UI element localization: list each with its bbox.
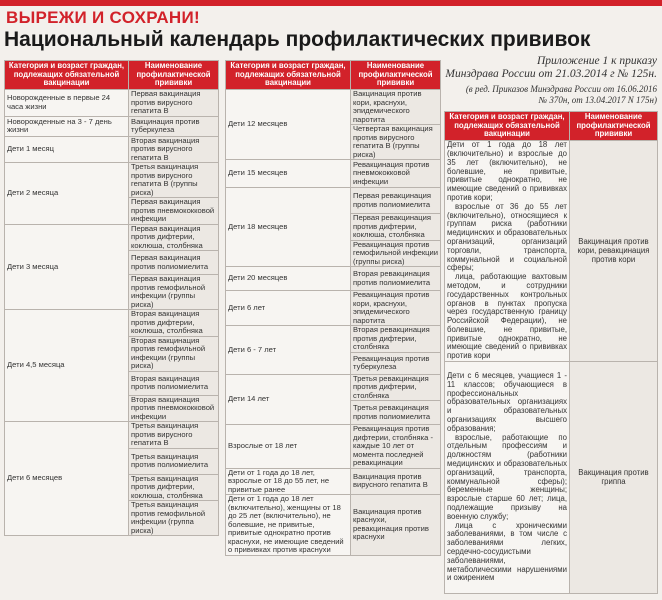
column-header-vaccination: Наименование профилактической прививки [570,112,658,141]
eligible-group-paragraph: лица, работающие вахтовым методом, и сотрудники государственных контрольных органов в пунктах пропуска через государственную границу Российской Федерации), не болевшие, не привитые, привитые однократно, не имеющие сведений о прививках против кори [447,272,567,361]
vaccination-cell: Вторая вакцинация против полиомиелита [129,371,219,395]
vaccination-cell: Четвертая вакцинация против вирусного гепатита В (группы риска) [351,125,441,160]
vaccination-cell: Вакцинация против краснухи, ревакцинация против краснухи [351,495,441,556]
age-category-cell: Дети 6 - 7 лет [226,326,351,375]
vaccination-cell: Вакцинация против кори, ревакцинация против кори [570,141,658,362]
vaccination-cell: Вакцинация против гриппа [570,362,658,594]
table-row [445,141,658,362]
vaccination-cell: Ревакцинация против гемофильной инфекции (группы риска) [351,240,441,267]
vaccination-cell: Вторая вакцинация против пневмококковой инфекции [129,395,219,422]
vaccination-cell: Вторая вакцинация против гемофильной инфекции (группы риска) [129,336,219,371]
table-row [5,90,219,117]
vaccination-cell: Третья вакцинация против полиомиелита [129,448,219,474]
appendix-line-1: Приложение 1 к приказу [537,55,657,67]
table-header-row [226,61,441,90]
cut-and-save-kicker: ВЫРЕЖИ И СОХРАНИ! [6,8,200,27]
table-row [445,362,658,594]
table-row [226,160,441,188]
page-title: Национальный календарь профилактических прививок [4,28,591,51]
vaccination-cell: Ревакцинация против туберкулеза [351,352,441,374]
vaccination-cell: Третья вакцинация против вирусного гепатита В [129,422,219,449]
table-row [5,422,219,449]
table-row [226,326,441,353]
vaccination-cell: Третья вакцинация против дифтерии, коклюша, столбняка [129,474,219,501]
appendix-line-2: Минздрава России от 21.03.2014 г № 125н. [445,68,657,81]
vaccination-cell: Ревакцинация против кори, краснухи, эпидемического паротита [351,291,441,326]
age-category-cell: Дети 4,5 месяца [5,310,129,422]
eligible-group-paragraph: взрослые от 36 до 55 лет (включительно), относящиеся к группам риска (работники медицинских и образовательных организаций, организаций торговли, транспорта, коммунальной и социальной сферы; [447,201,567,273]
age-category-cell: Дети от 1 года до 18 лет (включительно), женщины от 18 до 25 лет (включительно), не болевшие, не привитые, привитые однократно против краснухи, не имеющие сведений о прививках против краснухи [226,495,351,556]
vaccination-cell: Первая вакцинация против пневмококковой инфекции [129,198,219,225]
age-category-cell: Новорожденные в первые 24 часа жизни [5,90,129,117]
eligible-group-paragraph: Дети от 1 года до 18 лет (включительно) и взрослые до 35 лет (включительно), не болевшие, не привитые, привитые однократно, не имеющие сведений о прививках против кори; [447,140,567,202]
age-category-cell: Дети 3 месяца [5,224,129,310]
vaccination-table-infants [4,60,219,536]
vaccination-cell: Вакцинация против туберкулеза [129,116,219,136]
appendix-line-4: № 370н, от 13.04.2017 N 175н) [538,94,657,105]
vaccination-table-special-groups [444,111,658,594]
table-row [226,267,441,291]
age-category-cell: Дети 18 месяцев [226,188,351,267]
table-row [226,188,441,214]
vaccination-cell: Ревакцинация против пневмококковой инфекции [351,160,441,188]
table-row [226,495,441,556]
table-row [226,90,441,125]
table-row [226,468,441,495]
eligible-group-paragraph: взрослые, работающие по отдельным профессиям и должностям (работники медицинских и образовательных организаций, транспорта, коммунальной сферы); беременные женщины; взрослые старше 60 лет; лица, подлежащие призыву на военную службу; [447,432,567,521]
eligible-group-paragraph: лица с хроническими заболеваниями, в том числе с заболеваниями легких, сердечно-сосудистыми заболеваниями, метаболическими нарушениями и ожирением [447,520,567,583]
table-row [226,291,441,326]
vaccination-cell: Первая ревакцинация против дифтерии, коклюша, столбняка [351,214,441,241]
appendix-note [440,55,657,105]
eligible-group-paragraph: Дети с 6 месяцев, учащиеся 1 - 11 классов; обучающиеся в профессиональных образовательных организациях и образовательных организациях высшего образования; [447,371,567,433]
age-category-cell: Новорожденные на 3 - 7 день жизни [5,116,129,136]
table-row [5,136,219,163]
age-category-cell: Дети 12 месяцев [226,90,351,160]
vaccination-cell: Вторая ревакцинация против дифтерии, столбняка [351,326,441,353]
column-header-category: Категория и возраст граждан, подлежащих обязательной вакцинации [226,61,351,90]
vaccination-cell: Первая вакцинация против дифтерии, коклюша, столбняка [129,224,219,251]
age-category-cell: Дети 1 месяц [5,136,129,163]
column-header-vaccination: Наименование профилактической прививки [129,61,219,90]
table-row [5,116,219,136]
vaccination-cell: Ревакцинация против дифтерии, столбняка - каждые 10 лет от момента последней ревакцинации [351,425,441,469]
vaccination-cell: Третья ревакцинация против дифтерии, столбняка [351,374,441,401]
vaccination-cell: Первая вакцинация против гемофильной инфекции (группы риска) [129,275,219,310]
vaccination-cell: Вторая ревакцинация против полиомиелита [351,267,441,291]
age-category-cell: Дети от 1 года до 18 лет, взрослые от 18 до 55 лет, не привитые ранее [226,468,351,495]
age-category-cell: Дети 6 лет [226,291,351,326]
age-category-cell: Дети 20 месяцев [226,267,351,291]
vaccination-cell: Третья вакцинация против гемофильной инфекции (группа риска) [129,501,219,536]
vaccination-cell: Первая вакцинация против полиомиелита [129,251,219,275]
table-header-row [445,112,658,141]
vaccination-cell: Вторая вакцинация против вирусного гепатита В [129,136,219,163]
appendix-line-3: (в ред. Приказов Минздрава России от 16.06.2016 [465,84,657,95]
table-row [226,374,441,401]
table-row [5,224,219,251]
vaccination-table-children [225,60,441,556]
vaccination-cell: Третья вакцинация против вирусного гепатита В (группы риска) [129,163,219,198]
table-row [5,310,219,337]
age-category-cell: Взрослые от 18 лет [226,425,351,469]
vaccination-cell: Первая ревакцинация против полиомиелита [351,188,441,214]
eligible-group-cell [445,141,570,362]
column-header-category: Категория и возраст граждан, подлежащих обязательной вакцинации [5,61,129,90]
age-category-cell: Дети 6 месяцев [5,422,129,536]
column-header-category: Категория и возраст граждан, подлежащих обязательной вакцинации [445,112,570,141]
vaccination-cell: Вакцинация против кори, краснухи, эпидемического паротита [351,90,441,125]
column-header-vaccination: Наименование профилактической прививки [351,61,441,90]
age-category-cell: Дети 2 месяца [5,163,129,225]
table-row [226,425,441,469]
vaccination-cell: Вакцинация против вирусного гепатита В [351,468,441,495]
age-category-cell: Дети 14 лет [226,374,351,425]
vaccination-cell: Вторая вакцинация против дифтерии, коклюша, столбняка [129,310,219,337]
age-category-cell: Дети 15 месяцев [226,160,351,188]
table-row [5,163,219,198]
top-red-bar [0,0,662,6]
table-header-row [5,61,219,90]
vaccination-cell: Первая вакцинация против вирусного гепатита В [129,90,219,117]
eligible-group-cell [445,362,570,594]
vaccination-cell: Третья ревакцинация против полиомиелита [351,401,441,425]
